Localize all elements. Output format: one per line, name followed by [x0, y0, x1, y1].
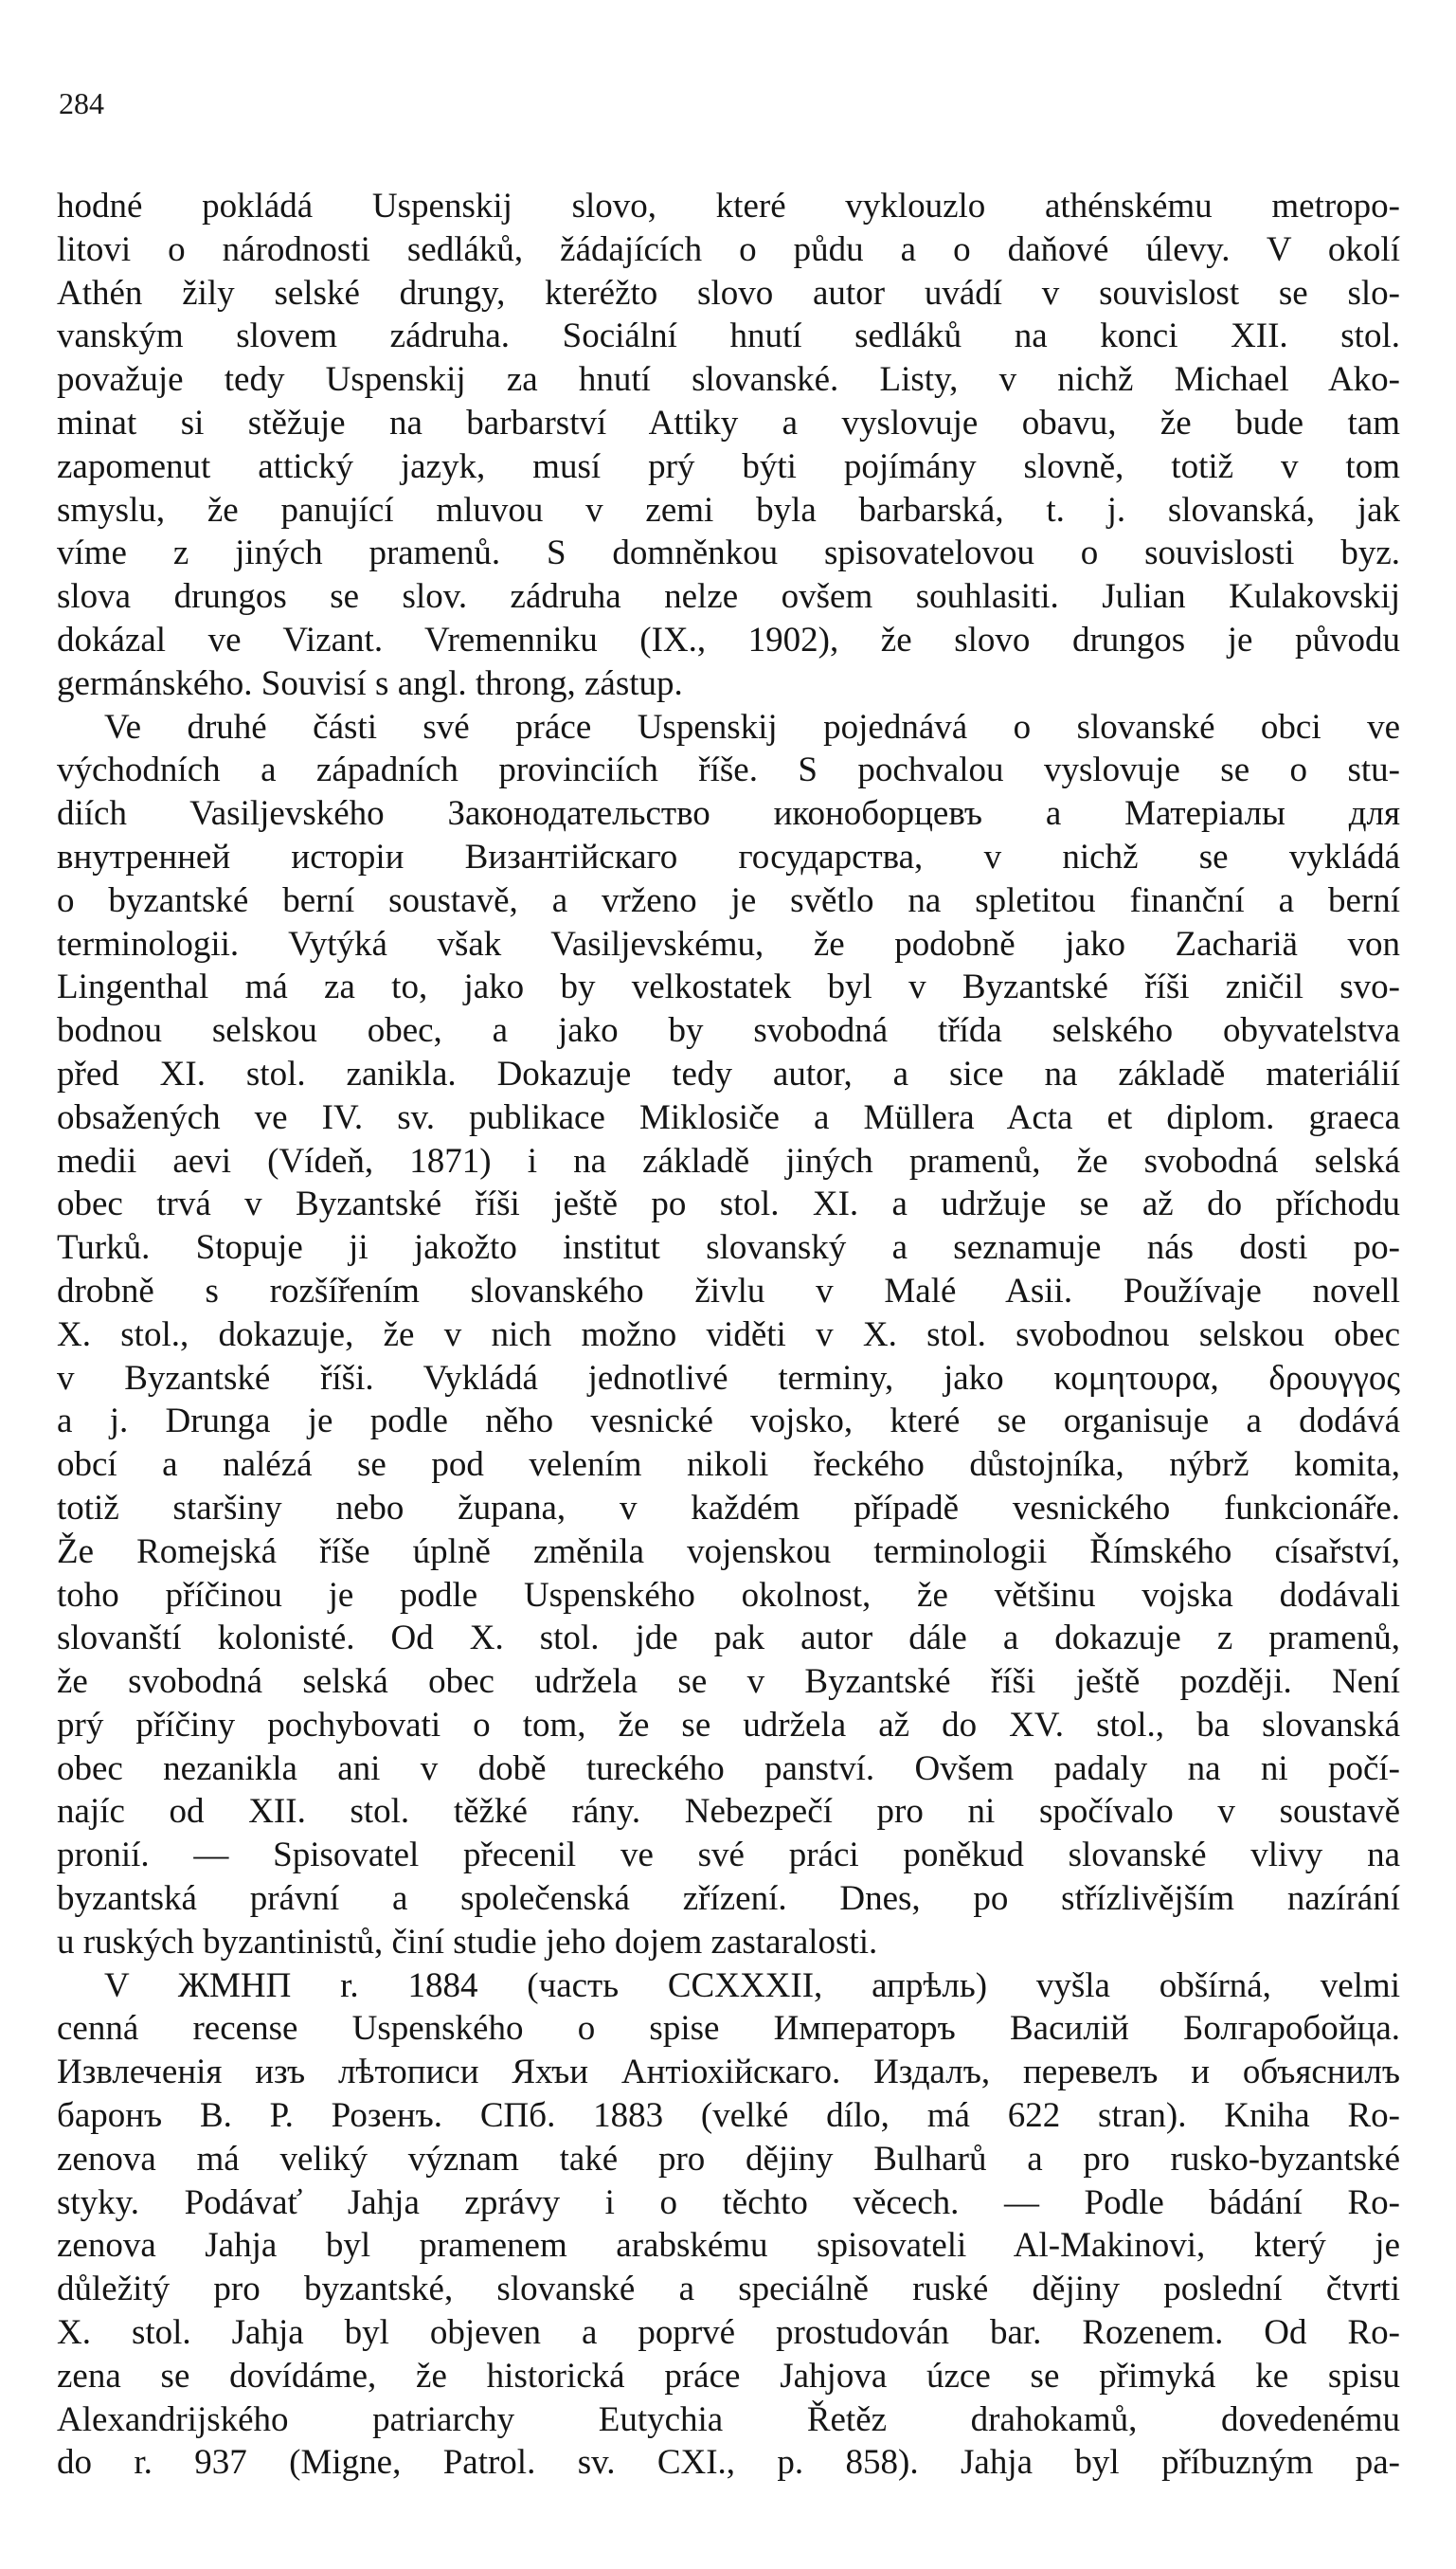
- text-line: slova drungos se slov. zádruha nelze ovšem souhlasiti. Julian Kulakovskij: [57, 577, 1400, 617]
- text-line: před XI. stol. zanikla. Dokazuje tedy autor, a sice na základě materiálií: [57, 1054, 1400, 1094]
- text-line: баронъ В. Р. Розенъ. СПб. 1883 (velké dílo, má 622 stran). Kniha Ro-: [57, 2096, 1400, 2136]
- text-line: Извлеченія изъ лѣтописи Яхъи Антіохійскаго. Издалъ, перевелъ и объяснилъ: [57, 2053, 1400, 2092]
- text-line: a j. Drunga je podle něho vesnické vojsko, které se organisuje a dodává: [57, 1402, 1400, 1441]
- text-line: hodné pokládá Uspenskij slovo, které vyklouzlo athénskému metropo-: [57, 187, 1400, 226]
- text-line: medii aevi (Vídeň, 1871) i na základě jiných pramenů, že svobodná selská: [57, 1141, 1400, 1181]
- text-line: zena se dovídáme, že historická práce Jahjova úzce se přimyká ke spisu: [57, 2356, 1400, 2396]
- text-line: obec trvá v Byzantské říši ještě po stol. XI. a udržuje se až do příchodu: [57, 1185, 1400, 1224]
- text-line: víme z jiných pramenů. S domněnkou spisovatelovou o souvislosti byz.: [57, 534, 1400, 573]
- text-line: внутренней исторіи Византійскаго государства, v nichž se vykládá: [57, 837, 1400, 877]
- text-line: smyslu, že panující mluvou v zemi byla barbarská, t. j. slovanská, jak: [57, 490, 1400, 530]
- text-line: zenova má veliký význam také pro dějiny Bulharů a pro rusko-byzantské: [57, 2139, 1400, 2179]
- text-line: V ЖМНП r. 1884 (часть CCXXXII, апрѣль) vyšla obšírná, velmi: [104, 1965, 1400, 2005]
- text-line: terminologii. Vytýká však Vasiljevskému, že podobně jako Zachariä von: [57, 924, 1400, 964]
- text-line: germánského. Souvisí s angl. throng, zástup.: [57, 663, 683, 703]
- text-line: Alexandrijského patriarchy Eutychia Řetěz drahokamů, dovedenému: [57, 2399, 1400, 2439]
- text-line: styky. Podávať Jahja zprávy i o těchto věcech. — Podle bádání Ro-: [57, 2182, 1400, 2222]
- text-line: X. stol., dokazuje, že v nich možno viděti v X. stol. svobodnou selskou obec: [57, 1314, 1400, 1354]
- text-line: byzantská právní a společenská zřízení. Dnes, po střízlivějším nazírání: [57, 1879, 1400, 1919]
- text-line: prý příčiny pochybovati o tom, že se udržela až do XV. stol., ba slovanská: [57, 1705, 1400, 1745]
- text-line: obsažených ve IV. sv. publikace Miklosiče a Müllera Acta et diplom. graeca: [57, 1097, 1400, 1137]
- text-line: diích Vasiljevského Законодательство иконоборцевъ a Матеріалы для: [57, 794, 1400, 834]
- text-line: že svobodná selská obec udržela se v Byzantské říši ještě později. Není: [57, 1662, 1400, 1702]
- text-line: do r. 937 (Migne, Patrol. sv. CXI., p. 858). Jahja byl příbuzným pa-: [57, 2443, 1400, 2483]
- text-line: Že Romejská říše úplně změnila vojenskou terminologii Římského císařství,: [57, 1531, 1400, 1571]
- text-line: o byzantské berní soustavě, a vrženo je světlo na spletitou finanční a berní: [57, 880, 1400, 920]
- text-line: považuje tedy Uspenskij za hnutí slovanské. Listy, v nichž Michael Ako-: [57, 360, 1400, 400]
- text-line: zapomenut attický jazyk, musí prý býti pojímány slovně, totiž v tom: [57, 446, 1400, 486]
- text-line: slovanští kolonisté. Od X. stol. jde pak autor dále a dokazuje z pramenů,: [57, 1619, 1400, 1658]
- text-line: toho příčinou je podle Uspenského okolnost, že většinu vojska dodávali: [57, 1575, 1400, 1615]
- text-line: u ruských byzantinistů, činí studie jeho dojem zastaralosti.: [57, 1922, 878, 1962]
- text-line: bodnou selskou obec, a jako by svobodná třída selského obyvatelstva: [57, 1011, 1400, 1051]
- text-line: minat si stěžuje na barbarství Attiky a vyslovuje obavu, že bude tam: [57, 403, 1400, 443]
- text-line: Lingenthal má za to, jako by velkostatek byl v Byzantské říši zničil svo-: [57, 968, 1400, 1007]
- text-line: Athén žily selské drungy, kteréžto slovo autor uvádí v souvislost se slo-: [57, 273, 1400, 313]
- text-line: Ve druhé části své práce Uspenskij pojednává o slovanské obci ve: [104, 707, 1400, 747]
- text-line: zenova Jahja byl pramenem arabskému spisovateli Al-Makinovi, který je: [57, 2226, 1400, 2266]
- text-line: v Byzantské říši. Vykládá jednotlivé terminy, jako κομητουρα, δρουγγος: [57, 1358, 1400, 1398]
- body-text: [57, 185, 1400, 2485]
- text-line: obcí a nalézá se pod velením nikoli řeckého důstojníka, nýbrž komita,: [57, 1445, 1400, 1485]
- text-line: drobně s rozšířením slovanského živlu v Malé Asii. Používaje novell: [57, 1271, 1400, 1311]
- text-line: důležitý pro byzantské, slovanské a speciálně ruské dějiny poslední čtvrti: [57, 2270, 1400, 2309]
- text-line: Turků. Stopuje ji jakožto institut slovanský a seznamuje nás dosti po-: [57, 1228, 1400, 1268]
- text-line: obec nezanikla ani v době tureckého panství. Ovšem padaly na ni počí-: [57, 1748, 1400, 1788]
- text-line: totiž staršiny nebo župana, v každém případě vesnického funkcionáře.: [57, 1488, 1400, 1528]
- text-line: pronií. — Spisovatel přecenil ve své práci poněkud slovanské vlivy na: [57, 1836, 1400, 1875]
- text-line: cenná recense Uspenského o spise Императоръ Василій Болгаробойца.: [57, 2009, 1400, 2049]
- text-line: vanským slovem zádruha. Sociální hnutí sedláků na konci XII. stol.: [57, 317, 1400, 356]
- text-line: litovi o národnosti sedláků, žádajících o půdu a o daňové úlevy. V okolí: [57, 229, 1400, 269]
- text-line: dokázal ve Vizant. Vremenniku (IX., 1902), že slovo drungos je původu: [57, 620, 1400, 660]
- text-line: východních a západních provinciích říše. S pochvalou vyslovuje se o stu-: [57, 751, 1400, 790]
- page-number: 284: [59, 86, 104, 120]
- text-line: najíc od XII. stol. těžké rány. Nebezpečí pro ni spočívalo v soustavě: [57, 1792, 1400, 1832]
- text-line: X. stol. Jahja byl objeven a poprvé prostudován bar. Rozenem. Od Ro-: [57, 2313, 1400, 2353]
